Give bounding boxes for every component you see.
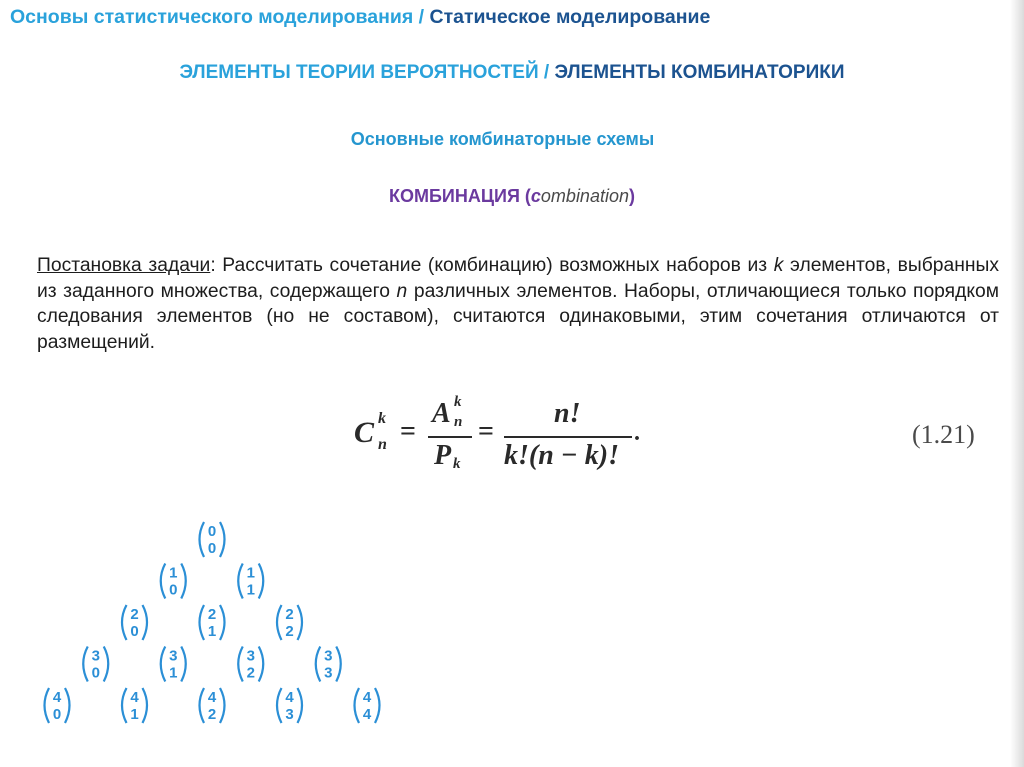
coefficient-top: 2 bbox=[207, 606, 217, 623]
coefficient-top: 4 bbox=[207, 689, 217, 706]
coefficient-top: 4 bbox=[285, 689, 294, 706]
right-paren bbox=[143, 605, 148, 640]
left-paren bbox=[45, 688, 50, 723]
topic-close-paren: ) bbox=[628, 186, 635, 206]
formula-lhs-sub: n bbox=[378, 436, 387, 453]
formula-lhs-sup: k bbox=[378, 410, 386, 427]
left-paren bbox=[83, 647, 88, 682]
formula-lhs: C bbox=[354, 416, 375, 449]
formula-denominator-2: k!(n − k)! bbox=[504, 440, 619, 471]
formula-numerator-2: n! bbox=[554, 398, 581, 429]
binomial-coefficient bbox=[45, 688, 70, 723]
right-paren bbox=[220, 522, 225, 557]
right-paren bbox=[298, 688, 303, 723]
coefficient-top: 0 bbox=[207, 523, 217, 540]
binomial-coefficient bbox=[238, 647, 263, 682]
coefficient-top: 3 bbox=[324, 647, 333, 665]
coefficient-top: 3 bbox=[169, 647, 178, 665]
coefficient-bottom: 1 bbox=[207, 623, 217, 640]
formula-numerator-1-sub: n bbox=[454, 414, 463, 430]
coefficient-bottom: 0 bbox=[207, 540, 217, 557]
coefficient-bottom: 2 bbox=[246, 664, 255, 682]
problem-text-2: элементов, выбранных из заданного множества, содержащего bbox=[37, 255, 999, 302]
binomial-coefficient bbox=[161, 564, 186, 599]
binomial-coefficient bbox=[122, 605, 147, 640]
right-paren bbox=[336, 647, 341, 682]
section-title-part2: ЭЛЕМЕНТЫ КОМБИНАТОРИКИ bbox=[554, 62, 845, 83]
right-paren bbox=[220, 605, 225, 640]
right-paren bbox=[143, 688, 148, 723]
coefficient-bottom: 0 bbox=[91, 664, 100, 682]
right-paren bbox=[259, 564, 264, 599]
coefficient-bottom: 4 bbox=[362, 706, 372, 723]
coefficient-top: 4 bbox=[130, 689, 139, 706]
variable-n: n bbox=[396, 280, 408, 302]
coefficient-top: 2 bbox=[285, 606, 294, 623]
coefficient-bottom: 2 bbox=[207, 706, 217, 723]
equation-number: (1.21) bbox=[912, 420, 975, 449]
coefficient-top: 4 bbox=[52, 689, 62, 706]
left-paren bbox=[277, 688, 282, 723]
topic-open-paren: ( bbox=[519, 186, 531, 206]
left-paren bbox=[200, 605, 205, 640]
right-paren bbox=[220, 688, 225, 723]
problem-label: Постановка задачи bbox=[37, 255, 211, 276]
right-paren bbox=[375, 688, 380, 723]
right-paren bbox=[181, 564, 186, 599]
right-paren bbox=[181, 647, 186, 682]
binomial-coefficient bbox=[200, 605, 225, 640]
section-title-separator: / bbox=[538, 62, 555, 83]
formula-numerator-1-sup: k bbox=[454, 394, 462, 410]
formula-equals-2: = bbox=[478, 416, 494, 447]
left-paren bbox=[161, 564, 166, 599]
binomial-coefficient bbox=[122, 688, 147, 723]
coefficient-top: 2 bbox=[130, 606, 139, 623]
right-paren bbox=[298, 605, 303, 640]
coefficient-bottom: 1 bbox=[169, 664, 178, 682]
right-paren bbox=[65, 688, 70, 723]
coefficient-bottom: 0 bbox=[169, 581, 178, 599]
binomial-coefficient bbox=[277, 688, 302, 723]
breadcrumb-separator: / bbox=[413, 6, 430, 28]
formula-numerator-1: A bbox=[432, 398, 451, 429]
left-paren bbox=[316, 647, 321, 682]
binomial-coefficient bbox=[277, 605, 302, 640]
coefficient-top: 3 bbox=[91, 647, 100, 665]
left-paren bbox=[200, 522, 205, 557]
topic-english-initial: c bbox=[530, 186, 541, 206]
binomial-coefficient bbox=[238, 564, 263, 599]
formula-equals-1: = bbox=[400, 416, 416, 447]
formula-denominator-1-sub: k bbox=[453, 456, 461, 472]
binomial-coefficient bbox=[161, 647, 186, 682]
left-paren bbox=[355, 688, 360, 723]
coefficient-top: 1 bbox=[246, 564, 255, 582]
coefficient-top: 1 bbox=[169, 564, 178, 582]
coefficient-bottom: 2 bbox=[285, 623, 294, 640]
coefficient-bottom: 3 bbox=[324, 664, 333, 682]
left-paren bbox=[238, 647, 243, 682]
left-paren bbox=[122, 688, 127, 723]
problem-text-1: : Рассчитать сочетание (комбинацию) возможных наборов из bbox=[210, 255, 774, 276]
coefficient-top: 3 bbox=[246, 647, 255, 665]
binomial-coefficient bbox=[200, 688, 225, 723]
right-paren bbox=[104, 647, 109, 682]
variable-k: k bbox=[773, 255, 784, 276]
binomial-coefficient bbox=[355, 688, 380, 723]
binomial-coefficient bbox=[83, 647, 108, 682]
left-paren bbox=[277, 605, 282, 640]
left-paren bbox=[238, 564, 243, 599]
section-title-part1: ЭЛЕМЕНТЫ ТЕОРИИ ВЕРОЯТНОСТЕЙ bbox=[179, 62, 539, 83]
coefficient-bottom: 3 bbox=[285, 706, 294, 723]
coefficient-bottom: 1 bbox=[246, 581, 255, 599]
coefficient-bottom: 1 bbox=[130, 706, 139, 723]
left-paren bbox=[122, 605, 127, 640]
left-paren bbox=[161, 647, 166, 682]
formula-denominator-1: P bbox=[434, 440, 452, 471]
right-paren bbox=[259, 647, 264, 682]
coefficient-top: 4 bbox=[362, 689, 372, 706]
binomial-coefficient bbox=[200, 522, 225, 557]
left-paren bbox=[200, 688, 205, 723]
coefficient-bottom: 0 bbox=[52, 706, 62, 723]
topic-main: КОМБИНАЦИЯ bbox=[389, 186, 520, 206]
page-subtitle: Основные комбинаторные схемы bbox=[350, 129, 655, 149]
formula-period: . bbox=[634, 420, 640, 446]
breadcrumb-course: Основы статистического моделирования bbox=[10, 6, 414, 28]
binomial-coefficient bbox=[316, 647, 341, 682]
breadcrumb-module: Статическое моделирование bbox=[429, 6, 711, 28]
topic-english-rest: ombination bbox=[540, 186, 629, 206]
coefficient-bottom: 0 bbox=[130, 623, 139, 640]
problem-text-3: различных элементов. Наборы, отличающиеся только порядком следования элементов (но не составом), считаются одинаковыми, этим сочетания отличаются от размещений. bbox=[37, 280, 999, 353]
